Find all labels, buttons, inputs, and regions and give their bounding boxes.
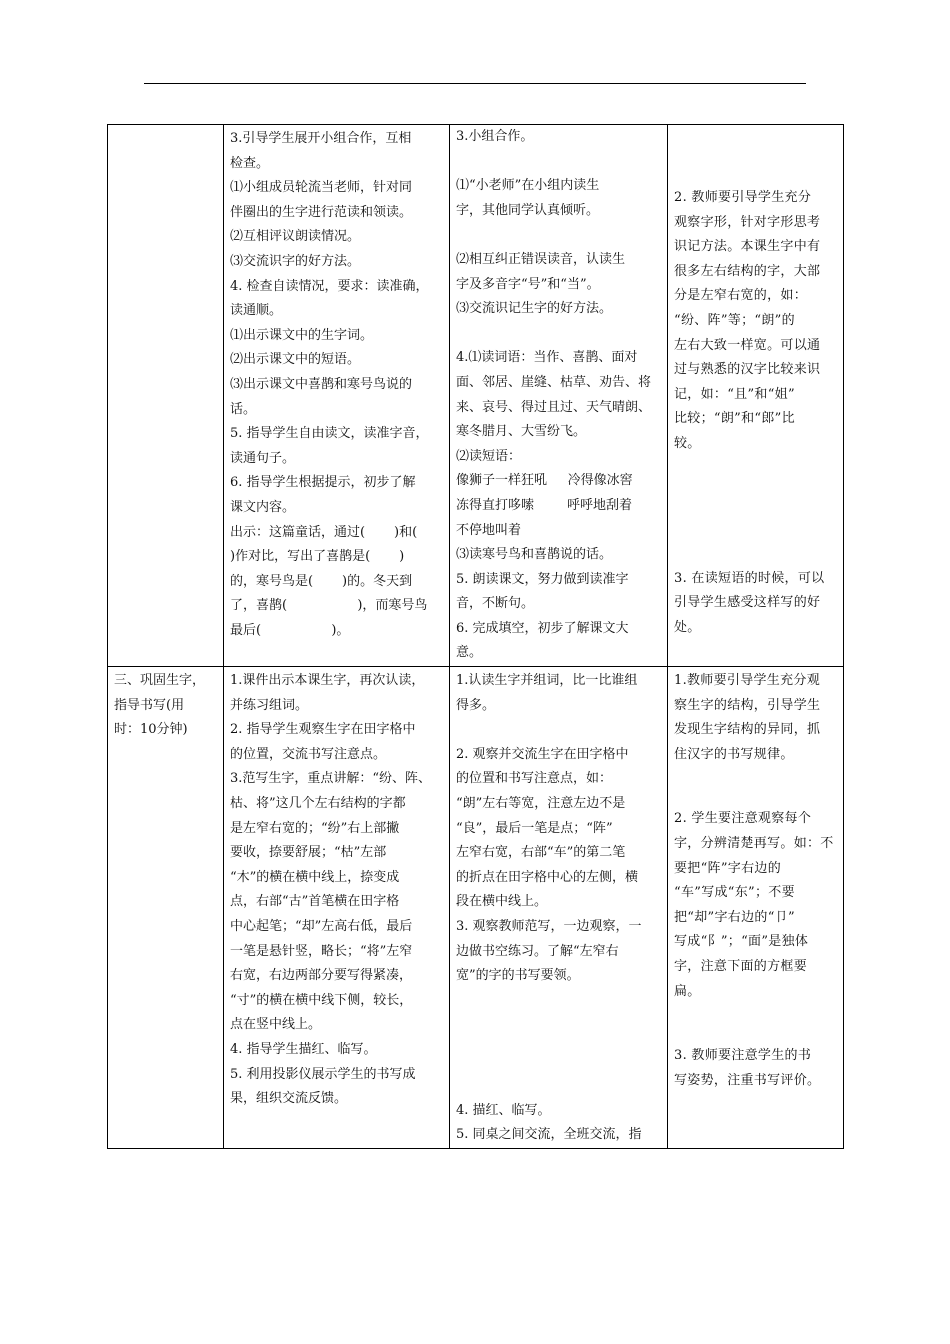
text-line: )作对比，写出了喜鹊是( ) [230, 549, 405, 565]
text-line: 分是左窄右宽的，如： [674, 288, 808, 304]
teacher-activity-cell [224, 125, 450, 667]
text-line: 4.⑴读词语：当作、喜鹊、面对 [456, 350, 638, 366]
text-line: ⑵读短语： [456, 448, 522, 464]
text-line: “朗”左右等宽，注意左边不是 [456, 796, 626, 812]
text-line: 面、邻居、崖缝、枯草、劝告、将 [456, 374, 652, 390]
text-line: 像狮子一样狂吼 冷得像冰窖 [456, 473, 633, 489]
text-line: 2. 教师要引导学生充分 [674, 190, 812, 205]
design-intent-cell [668, 125, 844, 667]
text-line: 的位置，交流书写注意点。 [230, 746, 387, 762]
text-line: 读通句子。 [230, 450, 296, 466]
text-line: 察生字的结构，引导学生 [674, 697, 821, 713]
text-line: 寒冬腊月、大雪纷飞。 [456, 424, 587, 440]
text-line: ⑶交流识字的好方法。 [230, 253, 361, 269]
text-line: 右宽，右边两部分要写得紧凑， [230, 968, 413, 984]
text-line: 5. 指导学生自由读文，读准字音， [230, 426, 429, 442]
text-line: 过与熟悉的汉字比较来识 [674, 362, 821, 378]
text-line: 果，组织交流反馈。 [230, 1091, 348, 1107]
text-line: 课文内容。 [230, 499, 296, 515]
text-line: 扁。 [674, 983, 701, 999]
text-line: 段在横中线上。 [456, 894, 548, 910]
text-line: 把“却”字右边的“卩” [674, 909, 795, 925]
lesson-plan-table [107, 124, 844, 1149]
text-line: ⑴“小老师”在小组内读生 [456, 178, 600, 194]
teacher-activity-cell [224, 667, 450, 1149]
text-line: 时：10分钟) [114, 722, 188, 738]
text-line: 4. 检查自读情况，要求：读准确， [230, 278, 429, 294]
text-line: 3. 教师要注意学生的书 [674, 1048, 812, 1064]
text-line: 观察字形，针对字形思考 [674, 214, 821, 230]
text-line: 伴圈出的生字进行范读和领读。 [230, 204, 413, 220]
text-line: 识记方法。本课生字中有 [674, 239, 821, 255]
text-line: ⑴出示课文中的生字词。 [230, 327, 374, 343]
text-line: 话。 [230, 401, 257, 417]
text-line: 读通顺。 [230, 303, 283, 319]
text-line: 宽”的字的书写要领。 [456, 968, 580, 984]
text-line: ⑴小组成员轮流当老师，针对同 [230, 180, 413, 196]
text-line: ⑵互相评议朗读情况。 [230, 229, 361, 245]
text-line: 一笔是悬针竖，略长；“将”左窄 [230, 943, 413, 959]
text-line: “木”的横在横中线上，捺变成 [230, 869, 400, 885]
text-line: ⑶读寒号鸟和喜鹊说的话。 [456, 547, 613, 563]
text-line: 比较；“朗”和“郎”比 [674, 411, 795, 427]
text-line: “良”，最后一笔是点；“阵” [456, 820, 613, 836]
text-line: 冻得直打哆嗦 呼呼地刮着 [456, 497, 633, 513]
text-line: 3.小组合作。 [456, 129, 534, 144]
text-line: “车”写成“东”；不要 [674, 885, 795, 901]
text-line: 字及多音字“号”和“当”。 [456, 276, 600, 292]
text-line: 字，其他同学认真倾听。 [456, 202, 600, 218]
text-line: ⑶交流识记生字的好方法。 [456, 301, 613, 317]
header-rule [144, 83, 806, 84]
table-row [108, 125, 844, 667]
text-line: 左右大致一样宽。可以通 [674, 337, 821, 353]
text-line: 5. 同桌之间交流，全班交流，指 [456, 1127, 642, 1143]
text-line: 4. 指导学生描红、临写。 [230, 1041, 377, 1057]
table-row [108, 667, 844, 1149]
text-line: 枯、将”这几个左右结构的字都 [230, 796, 406, 812]
text-line: 来、哀号、得过且过、天气晴朗、 [456, 399, 652, 415]
design-intent-cell [668, 667, 844, 1149]
text-line: 2. 指导学生观察生字在田字格中 [230, 722, 416, 738]
text-line: 3.范写生字，重点讲解：“纷、阵、 [230, 771, 432, 787]
text-line: 写成“阝”；“面”是独体 [674, 934, 809, 950]
text-line: 1.教师要引导学生充分观 [674, 673, 821, 689]
text-line: 中心起笔；“却”左高右低，最后 [230, 919, 413, 934]
text-line: 字，注意下面的方框要 [674, 959, 808, 974]
text-line: 5. 朗读课文，努力做到读准字 [456, 571, 629, 587]
text-line: “寸”的横在横中线下侧，较长， [230, 992, 413, 1008]
stage-cell [108, 667, 224, 1149]
text-line: 2. 观察并交流生字在田字格中 [456, 746, 629, 762]
text-line: 1.认读生字并组词，比一比谁组 [456, 673, 638, 689]
text-line: 了，喜鹊( )，而寒号鸟 [230, 598, 428, 614]
text-line: 边做书空练习。了解“左窄右 [456, 943, 619, 959]
text-line: 检查。 [230, 155, 270, 171]
text-line: 3. 在读短语的时候，可以 [674, 570, 825, 586]
text-line: ⑵出示课文中的短语。 [230, 352, 361, 368]
text-line: 的，寒号鸟是( )的。冬天到 [230, 573, 413, 589]
text-line: 发现生字结构的异同，抓 [674, 722, 821, 738]
text-line: 左窄右宽，右部“车”的第二笔 [456, 845, 626, 861]
text-line: 写姿势，注重书写评价。 [674, 1072, 821, 1088]
text-line: “纷、阵”等；“朗”的 [674, 312, 795, 328]
text-line: 指导书写(用 [114, 697, 185, 713]
text-line: 要收，捺要舒展；“枯”左部 [230, 845, 387, 861]
text-line: 2. 学生要注意观察每个 [674, 811, 812, 827]
text-line: 三、巩固生字， [114, 673, 206, 689]
text-line: 音，不断句。 [456, 596, 535, 612]
text-line: 6. 指导学生根据提示，初步了解 [230, 475, 416, 491]
text-line: 要把“阵”字右边的 [674, 860, 781, 876]
text-line: 的位置和书写注意点，如： [456, 771, 613, 787]
stage-cell [108, 125, 224, 667]
text-line: 1.课件出示本课生字，再次认读， [230, 673, 425, 689]
text-line: 得多。 [456, 697, 496, 713]
text-line: 是左窄右宽的；“纷”右上部撇 [230, 820, 400, 836]
text-line: 4. 描红、临写。 [456, 1102, 551, 1118]
text-line: 点，右部“古”首笔横在田字格 [230, 894, 400, 910]
text-line: 5. 利用投影仪展示学生的书写成 [230, 1066, 416, 1082]
text-line: 意。 [456, 645, 483, 661]
text-line: ⑵相互纠正错误读音，认读生 [456, 251, 626, 267]
text-line: 住汉字的书写规律。 [674, 746, 794, 762]
text-line: 很多左右结构的字，大部 [674, 263, 821, 279]
text-line: ⑶出示课文中喜鹊和寒号鸟说的 [230, 376, 413, 392]
text-line: 6. 完成填空，初步了解课文大 [456, 620, 629, 636]
text-line: 3. 观察教师范写，一边观察，一 [456, 919, 642, 934]
text-line: 并练习组词。 [230, 697, 309, 713]
text-line: 较。 [674, 435, 701, 451]
text-line: 引导学生感受这样写的好 [674, 595, 821, 611]
text-line: 处。 [674, 619, 701, 635]
text-line: 不停地叫着 [456, 522, 522, 538]
text-line: 的折点在田字格中心的左侧，横 [456, 869, 639, 885]
text-line: 记，如：“且”和“姐” [674, 386, 795, 402]
text-line: 点在竖中线上。 [230, 1017, 322, 1033]
student-activity-cell [450, 125, 668, 667]
text-line: 出示：这篇童话，通过( )和( [230, 524, 418, 540]
student-activity-cell [450, 667, 668, 1149]
text-line: 3.引导学生展开小组合作，互相 [230, 131, 412, 146]
text-line: 最后( )。 [230, 622, 350, 638]
text-line: 字，分辨清楚再写。如：不 [674, 836, 834, 852]
